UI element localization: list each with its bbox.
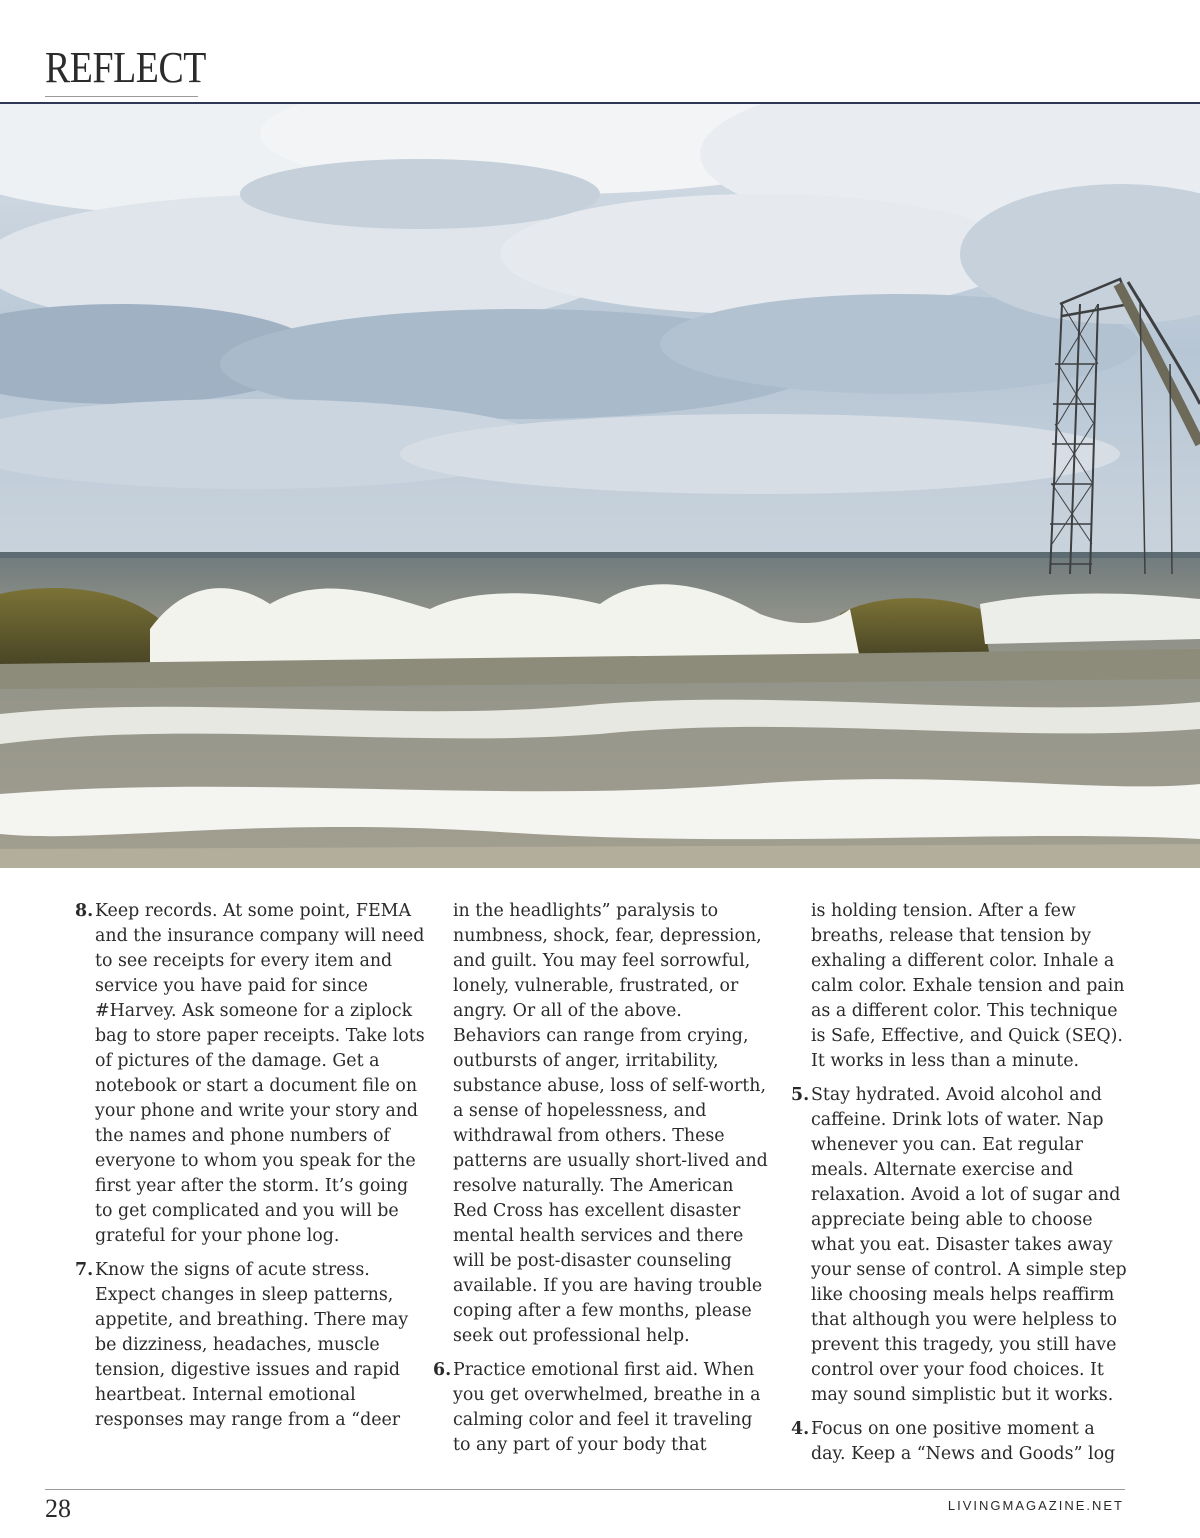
item-text: Keep records. At some point, FEMA and the insurance company will need to see receipts for every item and service you have paid for since #Harvey. Ask someone for a ziplock bag to store paper receipts. Take lots of pictures of the damage. Get a notebook or start a document file on your phone and write your story and the names and phone numbers of everyone to whom you speak for the first year after the storm. It’s going to get complicated and you will be grateful for your phone log. (95, 901, 425, 1246)
list-item (75, 1258, 425, 1433)
item-text: Focus on one positive moment a day. Keep a “News and Goods” log (811, 1419, 1116, 1464)
item-number: 6. (433, 1360, 452, 1380)
clouds (0, 104, 1200, 494)
footer-rule (45, 1489, 1125, 1490)
item-number: 4. (791, 1419, 810, 1439)
column-3 (791, 899, 1131, 1476)
section-title: REFLECT (45, 43, 206, 92)
list-item (75, 899, 425, 1249)
footer-site-link[interactable]: LIVINGMAGAZINE.NET (947, 1498, 1124, 1513)
column-2 (433, 899, 773, 1467)
column-1 (75, 899, 425, 1442)
item-number: 8. (75, 901, 94, 921)
item-number: 5. (791, 1085, 810, 1105)
title-underline (45, 96, 198, 97)
page-header (0, 0, 1200, 104)
storm-surf-illustration (0, 104, 1200, 868)
continuation-text: is holding tension. After a few breaths, release that tension by exhaling a different color. Inhale a calm color. Exhale tension and pain as a different color. This technique is Safe, Effective, and Quick (SEQ). It works in less than a minute. (811, 901, 1125, 1071)
item-text: Stay hydrated. Avoid alcohol and caffeine. Drink lots of water. Nap whenever you can. Eat regular meals. Alternate exercise and relaxation. Avoid a lot of sugar and appreciate being able to choose what you eat. Disaster takes away your sense of control. A simple step like choosing meals helps reaffirm that although you were helpless to prevent this tragedy, you still have control over your food choices. It may sound simplistic but it works. (811, 1085, 1127, 1405)
hero-photo (0, 104, 1200, 868)
horizon (0, 552, 1200, 558)
article-columns (0, 899, 1200, 1479)
item-number: 7. (75, 1260, 94, 1280)
item-text: Know the signs of acute stress. Expect changes in sleep patterns, appetite, and breathing. There may be dizziness, headaches, muscle tension, digestive issues and rapid heartbeat. Internal emotional responses may range from a “deer (95, 1260, 409, 1430)
continuation-text: in the headlights” paralysis to numbness, shock, fear, depression, and guilt. You may feel sorrowful, lonely, vulnerable, frustrated, or angry. Or all of the above. Behaviors can range from crying, outbursts of anger, irritability, substance abuse, loss of self-worth, a sense of hopelessness, and withdrawal from others. These patterns are usually short-lived and resolve naturally. The American Red Cross has excellent disaster mental health services and there will be post-disaster counseling available. If you are having trouble coping after a few months, please seek out professional help. (453, 901, 768, 1346)
list-item (433, 1358, 773, 1458)
page-number: 28 (45, 1494, 71, 1523)
list-item (791, 1417, 1131, 1467)
list-item (791, 1083, 1131, 1408)
item-text: Practice emotional first aid. When you get overwhelmed, breathe in a calming color and feel it traveling to any part of your body that (453, 1360, 761, 1455)
